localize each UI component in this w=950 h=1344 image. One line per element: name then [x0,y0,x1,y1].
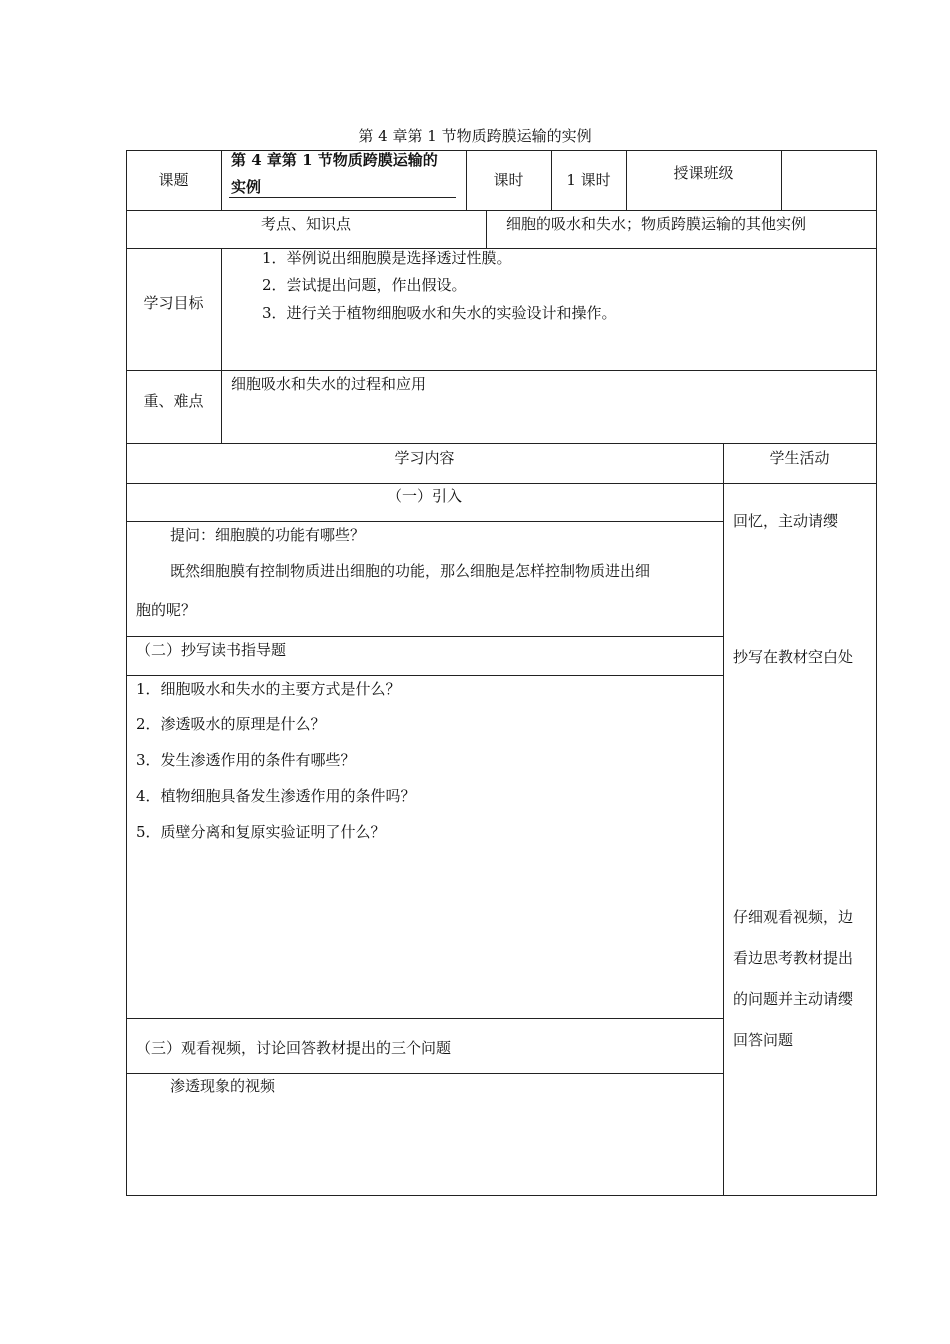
section2-title: （二）抄写读书指导题 [136,641,287,659]
topic-value-line2: 实例 [231,178,262,196]
activity-text: 抄写在教材空白处 [733,648,854,666]
question-item: 4．植物细胞具备发生渗透作用的条件吗？ [136,787,416,805]
question-item: 2．渗透吸水的原理是什么？ [136,715,326,733]
knowledge-value: 细胞的吸水和失水；物质跨膜运输的其他实例 [506,215,807,233]
question-item: 3．发生渗透作用的条件有哪些？ [136,751,356,769]
goal-item: 1．举例说出细胞膜是选择透过性膜。 [262,249,512,267]
period-label: 课时 [493,171,524,189]
goal-item: 3．进行关于植物细胞吸水和失水的实验设计和操作。 [262,304,617,322]
section1-line: 既然细胞膜有控制物质进出细胞的功能，那么细胞是怎样控制物质进出细 [170,562,651,580]
section1-title: （一）引入 [386,487,462,505]
knowledge-label: 考点、知识点 [260,215,351,233]
question-item: 5．质壁分离和复原实验证明了什么？ [136,823,386,841]
activity-text: 仔细观看视频，边 [733,908,854,926]
section3-line: 渗透现象的视频 [170,1077,276,1095]
topic-value-line1: 第 4 章第 1 节物质跨膜运输的 [231,151,438,169]
question-item: 1．细胞吸水和失水的主要方式是什么？ [136,680,401,698]
topic-label: 课题 [158,171,189,189]
activity-text: 回忆，主动请缨 [733,512,839,530]
goal-item: 2．尝试提出问题，作出假设。 [262,276,467,294]
activity-text: 回答问题 [733,1031,794,1049]
section3-title: （三）观看视频，讨论回答教材提出的三个问题 [136,1039,452,1057]
section1-line: 提问：细胞膜的功能有哪些？ [170,526,366,544]
activity-header: 学生活动 [769,449,830,467]
goals-label: 学习目标 [143,294,204,312]
content-header: 学习内容 [394,449,455,467]
period-value: 1 课时 [566,171,611,189]
document-title: 第 4 章第 1 节物质跨膜运输的实例 [358,127,592,145]
section1-line: 胞的呢？ [136,601,197,619]
key-points-value: 细胞吸水和失水的过程和应用 [231,375,427,393]
key-points-label: 重、难点 [143,392,204,410]
activity-text: 的问题并主动请缨 [733,990,854,1008]
class-label: 授课班级 [673,164,734,182]
activity-text: 看边思考教材提出 [733,949,854,967]
